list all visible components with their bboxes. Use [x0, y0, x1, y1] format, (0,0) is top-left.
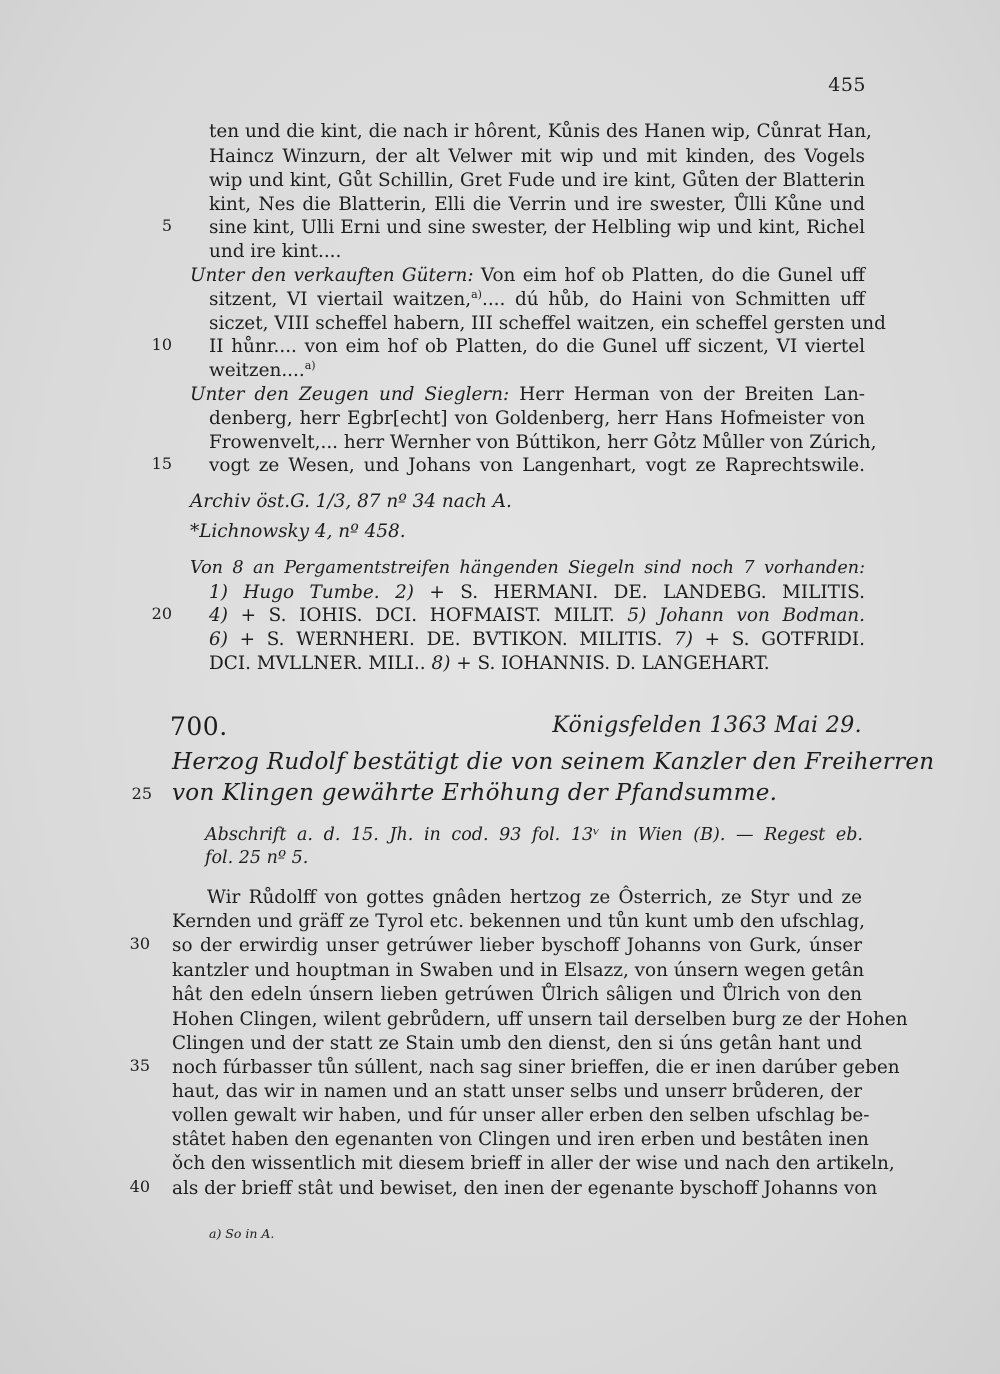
body-line: haut, das wir in namen und an statt unser selbs und unserr brůderen, der	[172, 1081, 862, 1102]
sold-goods-label: Unter den verkauften Gütern:	[190, 265, 474, 286]
body-line: Hohen Clingen, wilent gebrůdern, uff unsern tail derselben burg ze der Hohen	[172, 1009, 908, 1030]
line-number: 15	[151, 454, 172, 473]
document-number: 700.	[170, 712, 228, 741]
seal-number: 8)	[431, 653, 451, 674]
source-note: fol. 25 nº 5.	[205, 848, 309, 868]
body-line: kantzler und houptman in Swaben und in Elsazz, von únsern wegen getân	[172, 960, 865, 981]
line-number: 35	[129, 1056, 150, 1075]
seal-entry: 5) Johann von Bodman.	[627, 605, 865, 626]
seal-line	[209, 604, 865, 627]
text-span: sitzent, VI viertail waitzen,	[209, 289, 472, 310]
line-number: 20	[151, 604, 172, 623]
body-line: noch fúrbasser tůn súllent, nach sag siner brieffen, die er inen darúber geben	[172, 1057, 900, 1078]
seal-legend: DCI. MVLLNER. MILI..	[209, 653, 426, 674]
text-line: Frowenvelt,... herr Wernher von Búttikon, herr Gỏtz Můller von Zúrich,	[209, 432, 877, 453]
line-number: 5	[161, 216, 172, 235]
text-line: und ire kint....	[209, 241, 342, 262]
seal-number: 7)	[674, 629, 693, 650]
text-line: denberg, herr Egbr[echt] von Goldenberg, herr Hans Hofmeister von	[209, 408, 865, 429]
line-number: 10	[151, 335, 172, 354]
line-number: 40	[129, 1177, 150, 1196]
seal-legend: + S. WERNHERI. DE. BVTIKON. MILITIS.	[239, 629, 663, 650]
text-line: Haincz Winzurn, der alt Velwer mit wip und mit kinden, des Vogels	[209, 146, 865, 167]
text-span: weitzen....	[209, 360, 305, 381]
line-number: 30	[129, 934, 150, 953]
seal-entry: 1) Hugo Tumbe.	[209, 582, 380, 603]
body-line: als der brieff stât und bewiset, den inen der egenante byschoff Johanns von	[172, 1178, 878, 1199]
text-line: kint, Nes die Blatterin, Elli die Verrin und ire swester, Ůlli Kůne und	[209, 194, 865, 215]
line-number: 25	[131, 784, 152, 803]
document-heading: Herzog Rudolf bestätigt die von seinem Kanzler den Freiherren	[172, 749, 935, 775]
archive-reference: Archiv öst.G. 1/3, 87 nº 34 nach A.	[190, 491, 512, 512]
document-date: Königsfelden 1363 Mai 29.	[552, 713, 862, 738]
text-line: wip und kint, Gůt Schillin, Gret Fude und ire kint, Gůten der Blatterin	[209, 170, 865, 191]
text-line: sine kint, Ulli Erni und sine swester, der Helbling wip und kint, Richel	[209, 217, 865, 238]
body-line: so der erwirdig unser getrúwer lieber byschoff Johanns von Gurk, únser	[172, 935, 862, 956]
seal-legend: + S. IOHIS. DCI. HOFMAIST. MILIT.	[240, 605, 615, 626]
lichnowsky-reference: *Lichnowsky 4, nº 458.	[190, 521, 406, 542]
body-line: Clingen und der statt ze Stain umb den dienst, den si úns getân hant und	[172, 1033, 862, 1054]
seal-legend: + S. IOHANNIS. D. LANGEHART.	[456, 653, 770, 674]
body-line: vollen gewalt wir haben, und fúr unser aller erben den selben ufschlag be-	[172, 1105, 870, 1126]
witnesses-label: Unter den Zeugen und Sieglern:	[190, 384, 510, 405]
body-line: hât den edeln únsern lieben getrúwen Ůlrich sâligen und Ůlrich von den	[172, 984, 862, 1005]
source-note: Abschrift a. d. 15. Jh. in cod. 93 fol. 13ᵛ in Wien (B). — Regest eb.	[205, 825, 863, 845]
seal-line	[209, 652, 865, 675]
body-line: stâtet haben den egenanten von Clingen und iren erben und bestâten inen	[172, 1129, 869, 1150]
seal-number: 4)	[209, 605, 228, 626]
seal-line	[209, 628, 865, 651]
text-span: Von eim hof ob Platten, do die Gunel uff	[473, 265, 865, 286]
document-heading: von Klingen gewährte Erhöhung der Pfandsumme.	[172, 780, 778, 806]
text-line	[209, 359, 865, 382]
text-span: Herr Herman von der Breiten Lan-	[509, 384, 866, 405]
text-line: ten und die kint, die nach ir hôrent, Kůnis des Hanen wip, Cůnrat Han,	[209, 121, 872, 142]
footnote-ref: a)	[304, 358, 316, 372]
witnesses-line	[190, 383, 865, 406]
sold-goods-line	[190, 264, 865, 287]
text-span: .... dú hůb, do Haini von Schmitten uff	[481, 289, 865, 310]
text-line: siczet, VIII scheffel habern, III scheffel waitzen, ein scheffel gersten und	[209, 313, 886, 334]
seal-legend: + S. GOTFRIDI.	[704, 629, 865, 650]
footnote-ref: a)	[471, 287, 482, 301]
text-line: II hůnr.... von eim hof ob Platten, do die Gunel uff siczent, VI viertel	[209, 336, 865, 357]
seal-line	[209, 581, 865, 604]
seal-legend: + S. HERMANI. DE. LANDEBG. MILITIS.	[429, 582, 865, 603]
page-number: 455	[828, 74, 866, 96]
text-line	[209, 288, 865, 311]
text-line: vogt ze Wesen, und Johans von Langenhart, vogt ze Raprechtswile.	[209, 455, 865, 476]
seal-number: 2)	[395, 582, 414, 603]
seal-number: 6)	[209, 629, 228, 650]
body-line: Kernden und gräff ze Tyrol etc. bekennen und tůn kunt umb den ufschlag,	[172, 911, 865, 932]
seals-intro: Von 8 an Pergamentstreifen hängenden Siegeln sind noch 7 vorhanden:	[190, 558, 865, 578]
body-line: ǒch den wissentlich mit diesem brieff in aller der wise und nach den artikeln,	[172, 1153, 895, 1174]
footnote: a) So in A.	[209, 1226, 275, 1241]
body-line: Wir Růdolff von gottes gnâden hertzog ze Ôsterrich, ze Styr und ze	[207, 887, 862, 908]
